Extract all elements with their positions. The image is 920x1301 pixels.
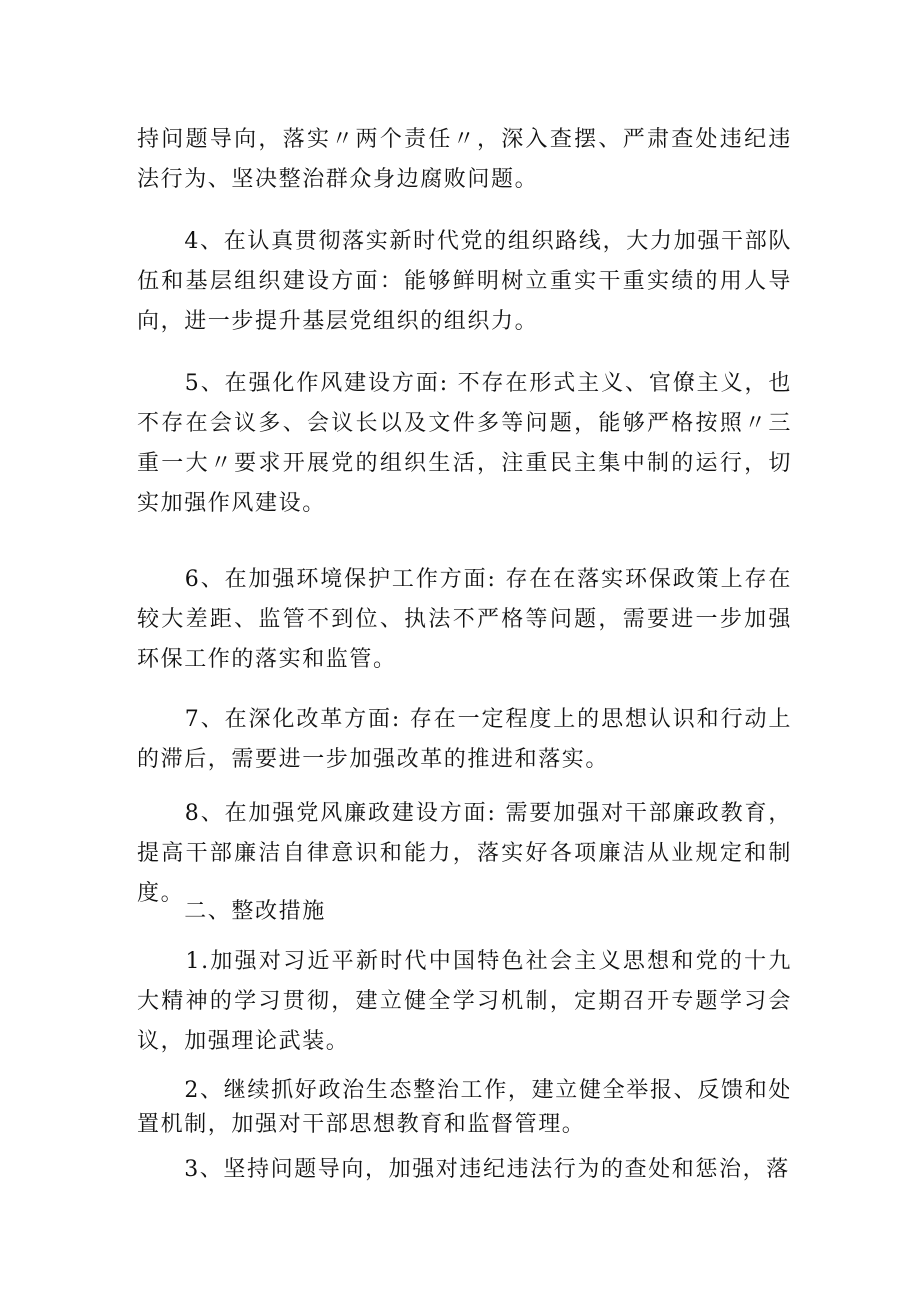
section-heading-rectification: 二、整改措施 <box>137 899 326 924</box>
paragraph-item-5: 5、在强化作风建设方面: 不存在形式主义、官僚主义，也不存在会议多、会议长以及文件多等问题，能够严格按照〃三重一大〃要求开展党的组织生活，注重民主集中制的运行，切实加强作风建设。 <box>137 371 792 516</box>
measure-item-3: 3、坚持问题导向，加强对违纪违法行为的查处和惩治，落 <box>137 1157 790 1182</box>
measure-item-1: 1.加强对习近平新时代中国特色社会主义思想和党的十九大精神的学习贯彻，建立健全学习机制，定期召开专题学习会议，加强理论武装。 <box>137 949 792 1054</box>
paragraph-item-6: 6、在加强环境保护工作方面: 存在在落实环保政策上存在较大差距、监管不到位、执法不严格等问题，需要进一步加强环保工作的落实和监管。 <box>137 567 792 672</box>
measure-item-2: 2、继续抓好政治生态整治工作，建立健全举报、反馈和处置机制，加强对干部思想教育和监督管理。 <box>137 1078 792 1137</box>
paragraph-item-8: 8、在加强党风廉政建设方面: 需要加强对干部廉政教育，提高干部廉洁自律意识和能力，落实好各项廉洁从业规定和制度。 <box>137 801 792 906</box>
paragraph-continuation: 持问题导向，落实〃两个责任〃，深入查摆、严肃查处违纪违法行为、坚决整治群众身边腐败问题。 <box>137 127 792 192</box>
paragraph-item-4: 4、在认真贯彻落实新时代党的组织路线，大力加强干部队伍和基层组织建设方面：能够鲜明树立重实干重实绩的用人导向，进一步提升基层党组织的组织力。 <box>137 229 792 334</box>
paragraph-item-7: 7、在深化改革方面: 存在一定程度上的思想认识和行动上的滞后，需要进一步加强改革的推进和落实。 <box>137 707 792 772</box>
